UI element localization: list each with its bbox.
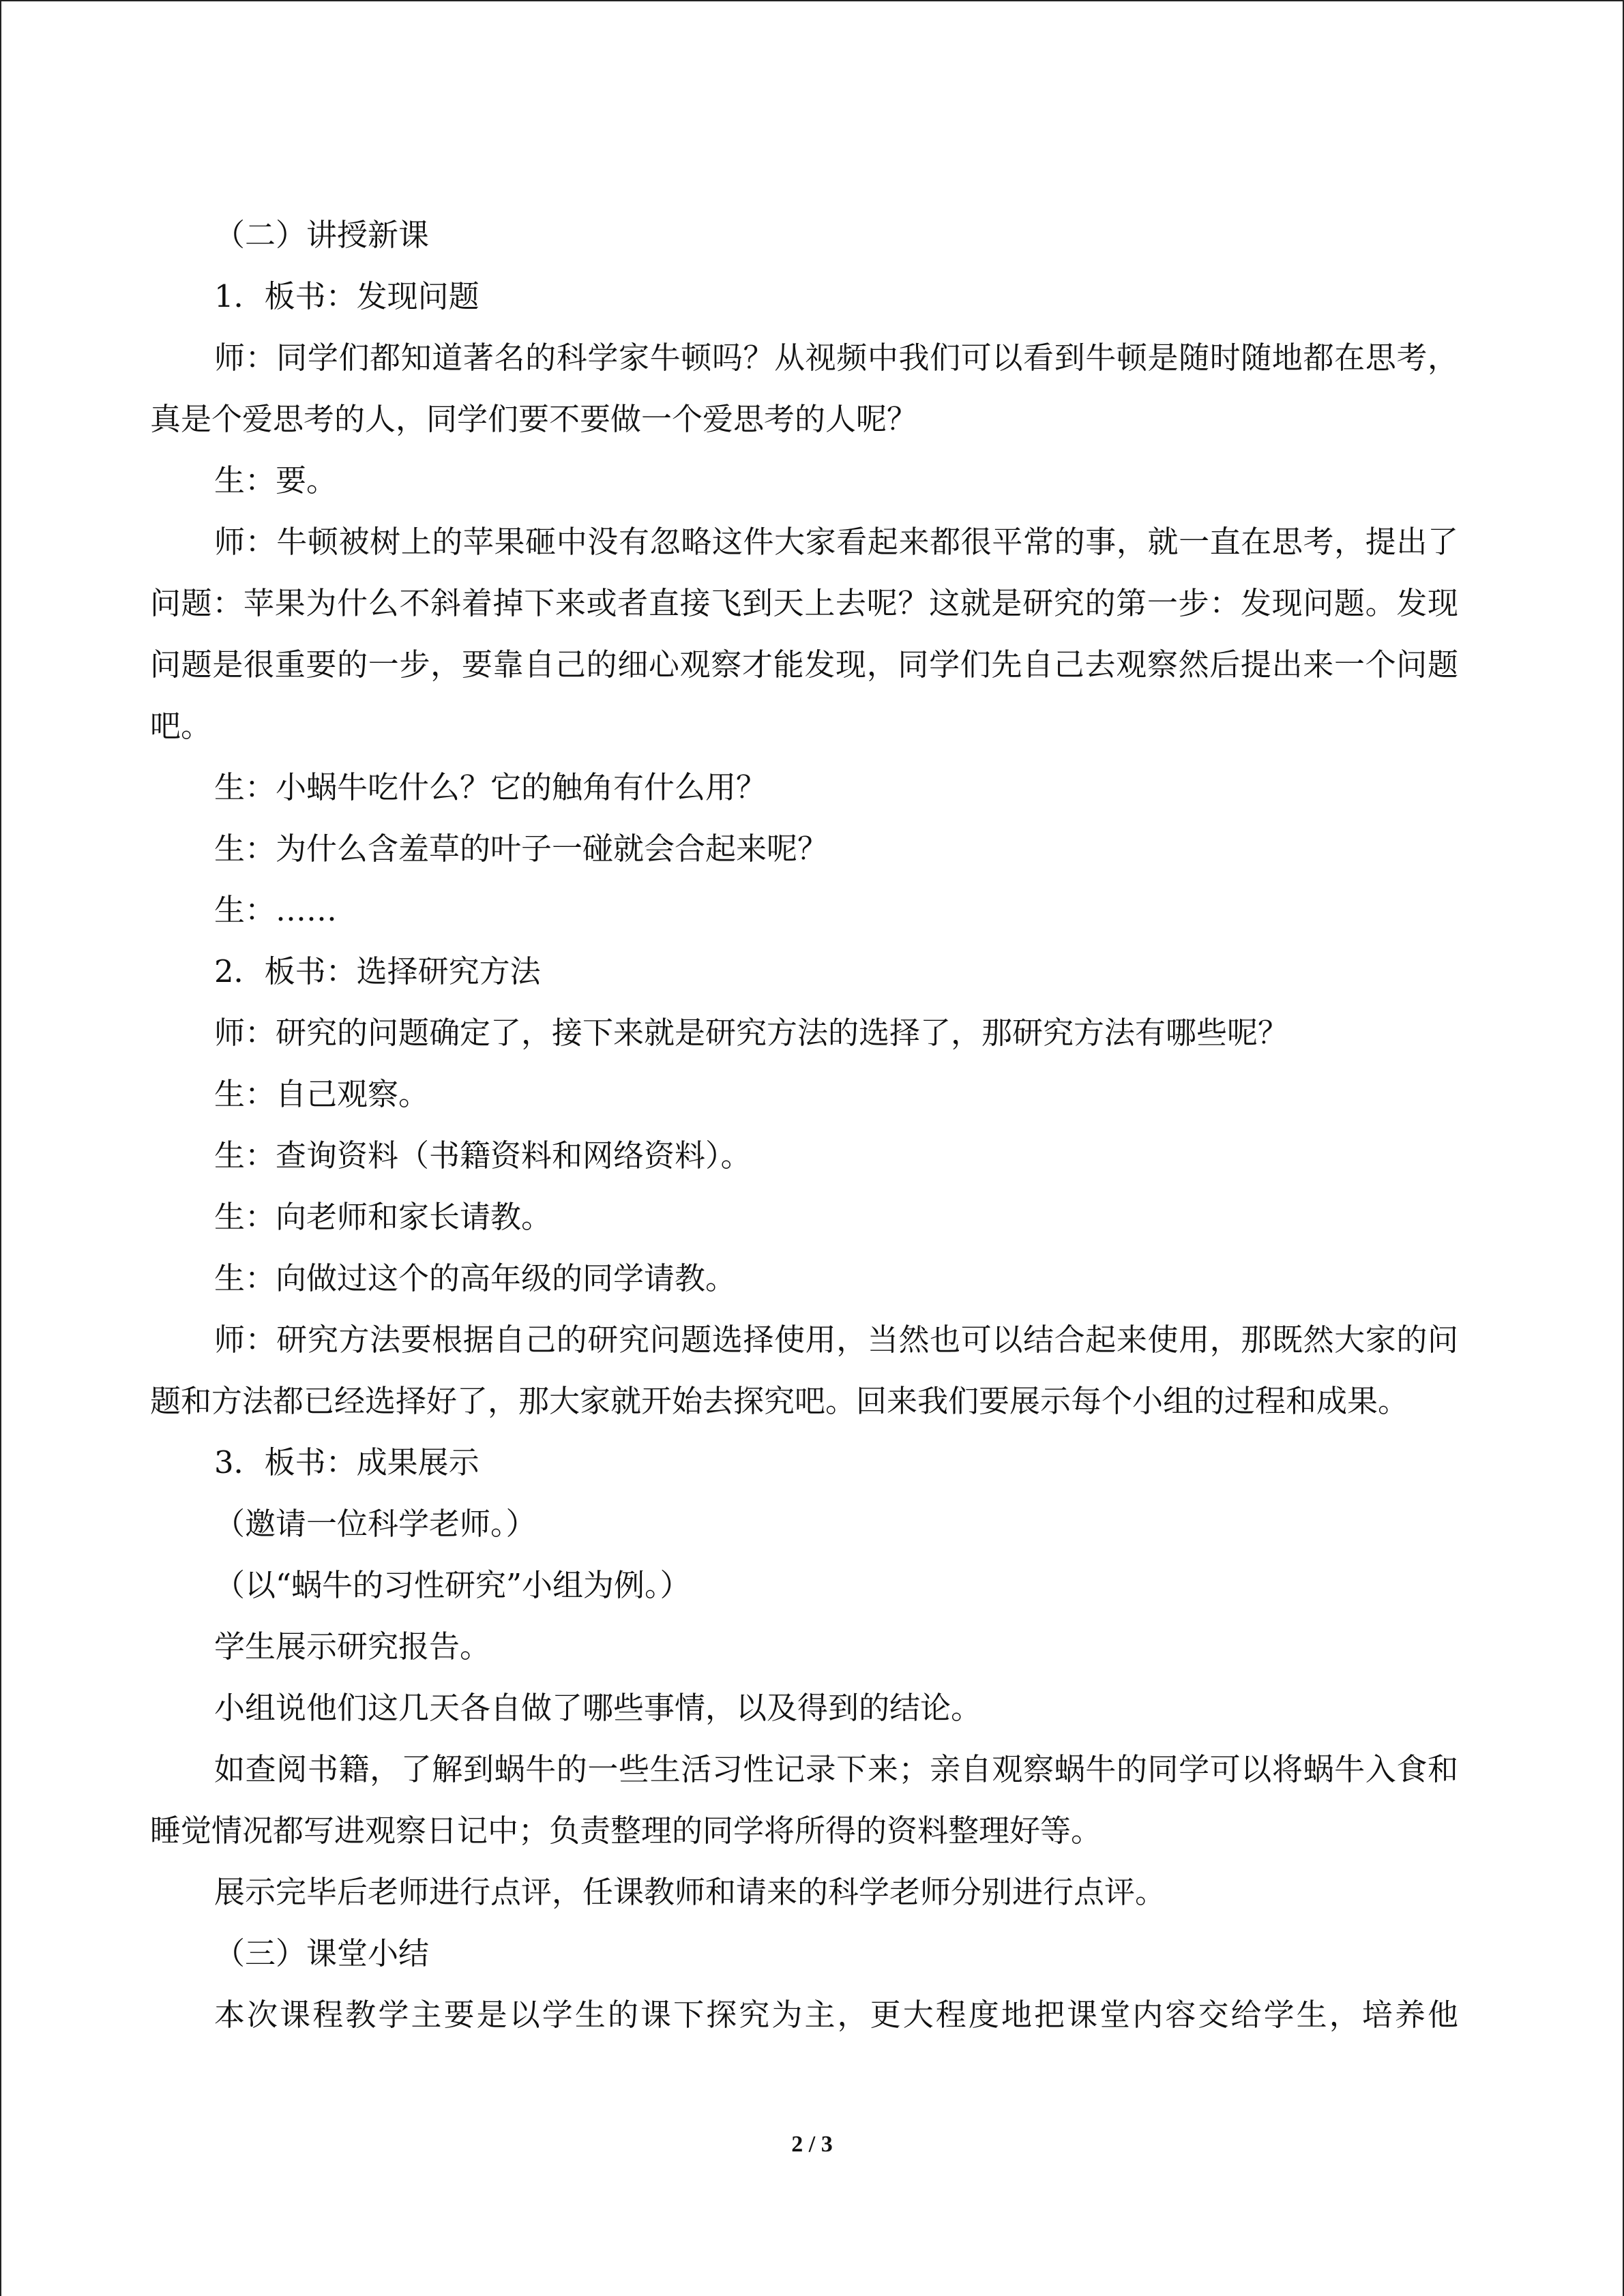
paragraph: 师：研究方法要根据自己的研究问题选择使用，当然也可以结合起来使用，那既然大家的问题和方法都已经选择好了，那大家就开始去探究吧。回来我们要展示每个小组的过程和成果。 xyxy=(150,1322,1458,1419)
paragraph: 小组说他们这几天各自做了哪些事情，以及得到的结论。 xyxy=(214,1690,982,1726)
section-heading-lecture: （二）讲授新课 xyxy=(214,217,430,253)
paragraph: 师：牛顿被树上的苹果砸中没有忽略这件大家看起来都很平常的事，就一直在思考，提出了问题：苹果为什么不斜着掉下来或者直接飞到天上去呢？这就是研究的第一步：发现问题。发现问题是很重要的一步，要靠自己的细心观察才能发现，同学们先自己去观察然后提出来一个问题吧。 xyxy=(150,524,1458,744)
subheading-results-display: 3．板书：成果展示 xyxy=(214,1444,479,1480)
subheading-find-problem: 1．板书：发现问题 xyxy=(214,278,479,314)
subheading-research-method: 2．板书：选择研究方法 xyxy=(214,953,541,989)
paragraph: （邀请一位科学老师。） xyxy=(214,1506,537,1542)
paragraph: 生：向做过这个的高年级的同学请教。 xyxy=(214,1260,737,1296)
paragraph: 师：研究的问题确定了，接下来就是研究方法的选择了，那研究方法有哪些呢？ xyxy=(214,1015,1289,1051)
paragraph: 师：同学们都知道著名的科学家牛顿吗？从视频中我们可以看到牛顿是随时随地都在思考，真是个爱思考的人，同学们要不要做一个爱思考的人呢？ xyxy=(150,340,1458,437)
document-body xyxy=(150,205,1458,2046)
paragraph: （以“蜗牛的习性研究”小组为例。） xyxy=(214,1567,691,1603)
paragraph: 生：…… xyxy=(214,892,338,928)
section-heading-summary: （三）课堂小结 xyxy=(214,1935,430,1971)
paragraph: 生：向老师和家长请教。 xyxy=(214,1199,552,1235)
paragraph: 生：小蜗牛吃什么？它的触角有什么用？ xyxy=(214,769,767,805)
paragraph: 生：要。 xyxy=(214,462,338,498)
page-number: 2 / 3 xyxy=(791,2132,833,2157)
paragraph: 生：自己观察。 xyxy=(214,1076,430,1112)
paragraph: 本次课程教学主要是以学生的课下探究为主，更大程度地把课堂内容交给学生，培养他 xyxy=(214,1997,1458,2033)
paragraph: 生：为什么含羞草的叶子一碰就会合起来呢？ xyxy=(214,831,829,867)
paragraph: 展示完毕后老师进行点评，任课教师和请来的科学老师分别进行点评。 xyxy=(214,1874,1166,1910)
paragraph: 学生展示研究报告。 xyxy=(214,1628,491,1665)
paragraph: 如查阅书籍，了解到蜗牛的一些生活习性记录下来；亲自观察蜗牛的同学可以将蜗牛入食和睡觉情况都写进观察日记中；负责整理的同学将所得的资料整理好等。 xyxy=(150,1751,1458,1849)
paragraph: 生：查询资料（书籍资料和网络资料）。 xyxy=(214,1137,752,1174)
